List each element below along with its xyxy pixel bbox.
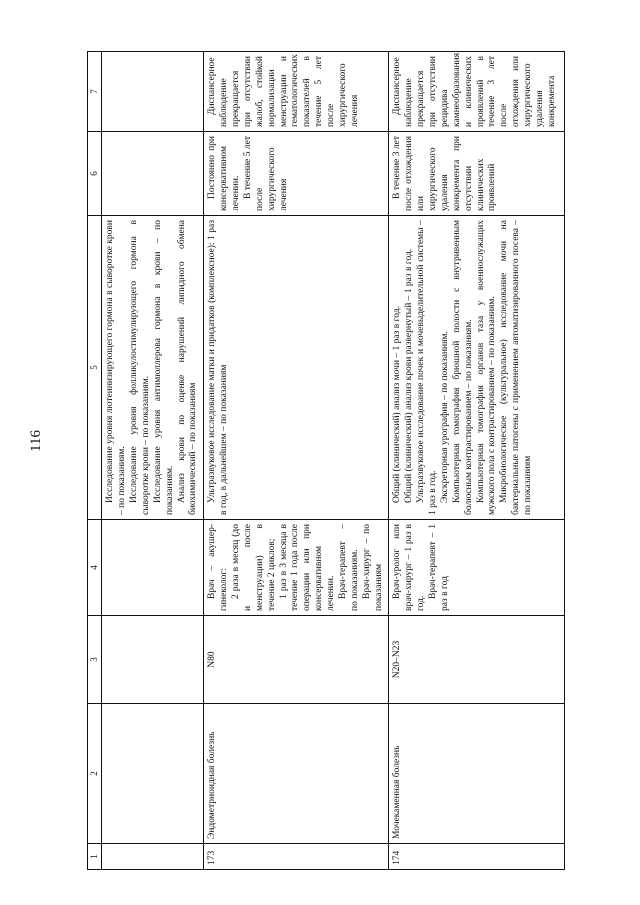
investigation-item: Ультразвуковое исследование матки и придатков (комплексное): 1 раз в год, в дальнейшем – по показаниям	[207, 220, 230, 515]
specialist-item: 1 раз в 3 месяца в течение 1 года после операции или при консервативном лечении.	[278, 524, 336, 611]
specialist-item: Врач-терапевт – 1 раз в год	[428, 524, 450, 611]
specialist-item: Врач-терапевт – по показаниям.	[337, 524, 360, 611]
specialist-item: Врач-уролог или врач-хирург – 1 раз в год.	[392, 524, 427, 611]
header-cell: 1	[88, 844, 102, 870]
specialist-item: Врач-хирург – по показаниям	[361, 524, 384, 611]
row-number: 173	[204, 844, 389, 870]
investigation-item: Микробиологическое (культуральное) исследование мочи на бактериальные патогены с применением автоматизированного посева – по показаниям	[499, 220, 533, 515]
page-number: 116	[28, 430, 44, 452]
termination-cell: Диспансерное наблюдение прекращается при отсутствии рецидива камнеобразования и клинических проявлений в течение 3 лет после отхождения или хирургического удаления конкремента	[389, 52, 565, 132]
header-row	[88, 52, 102, 870]
icd-code: N20–N23	[389, 616, 565, 704]
investigation-item: Экскреторная урография – по показаниям.	[439, 331, 450, 503]
table-row	[389, 52, 565, 870]
investigation-item: Компьютерная томография органов таза у военнослужащих мужского пола с контрастированием – по показаниям.	[475, 220, 498, 515]
header-cell: 3	[88, 616, 102, 704]
investigation-item: Исследование уровня лютеинизирующего гормона в сыворотке крови – по показаниям.	[105, 220, 128, 515]
header-cell: 2	[88, 704, 102, 844]
rotated-table-wrapper	[87, 52, 565, 870]
specialists-cell	[389, 520, 565, 616]
investigations-cell	[389, 216, 565, 520]
termination-cell: Диспансерное наблюдение прекращается при отсутствии жалоб, стойкой нормализации менструации и гематологических показателей в течение 5 лет после хирургического лечения	[204, 52, 389, 132]
duration-item: В течение 3 лет после отхождения или хирургического удаления конкремента при отсутствии клинических проявлений	[392, 136, 498, 211]
investigations-cell	[102, 216, 204, 520]
row-number: 174	[389, 844, 565, 870]
investigation-item: Общий (клинический) анализ крови развернутый – 1 раз в год.	[404, 248, 415, 503]
header-cell: 5	[88, 216, 102, 520]
empty-cell	[102, 844, 204, 870]
table-row-continued	[102, 52, 204, 870]
icd-code: N80	[204, 616, 389, 704]
specialist-item: 2 раза в месяц (до и после менструации) в течение 2 циклов;	[231, 524, 277, 611]
empty-cell	[102, 520, 204, 616]
duration-item: В течение 5 лет после хирургического лечения	[242, 136, 289, 211]
dispensary-table	[87, 51, 565, 870]
empty-cell	[102, 704, 204, 844]
disease-name: Эндометриоидная болезнь	[204, 704, 389, 844]
disease-name: Мочекаменная болезнь	[389, 704, 565, 844]
investigation-item: Анализ крови по оценке нарушений липидного обмена биохимический – по показаниям	[176, 220, 199, 515]
header-cell: 7	[88, 52, 102, 132]
investigation-item: Исследование уровня антимюллерова гормона в крови – по показаниям.	[152, 220, 175, 515]
investigations-cell	[204, 216, 389, 520]
duration-item: Постоянно при консервативном лечении.	[207, 136, 241, 211]
header-cell: 4	[88, 520, 102, 616]
investigation-item: Ультразвуковое исследование почек и мочевыделительной системы – 1 раз в год.	[416, 220, 438, 515]
empty-cell	[102, 616, 204, 704]
investigation-item: Компьютерная томография брюшной полости с внутривенным болюсным контрастированием – по показаниям.	[451, 220, 474, 515]
empty-cell	[102, 52, 204, 132]
duration-cell	[204, 132, 389, 216]
empty-cell	[102, 132, 204, 216]
table-row	[204, 52, 389, 870]
investigation-item: Общий (клинический) анализ мочи – 1 раз в год.	[392, 306, 403, 503]
specialists-cell	[204, 520, 389, 616]
investigation-item: Исследование уровня фолликулостимулирующего гормона в сыворотке крови – по показаниям.	[129, 220, 151, 515]
duration-cell	[389, 132, 565, 216]
header-cell: 6	[88, 132, 102, 216]
specialist-item: Врач – акушер-гинеколог:	[207, 524, 230, 611]
